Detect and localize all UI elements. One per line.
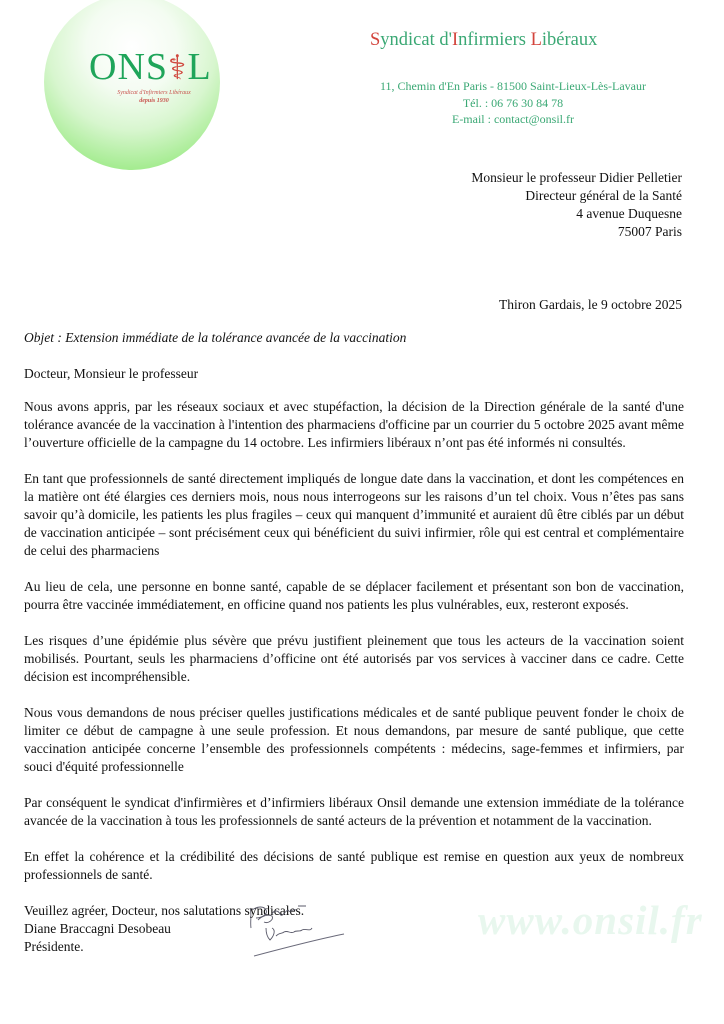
website-watermark: www.onsil.fr (478, 897, 703, 943)
body-paragraph: Nous vous demandons de nous préciser quelles justifications médicales et de santé publique peuvent fonder le choix de limiter ce début de campagne à une seule profession. Et nous demandons, par mesure de santé publique, que cette vaccination anticipée concerne l’ensemble des professionnels compétents : médecins, sage-femmes et infirmiers, par souci d'équité professionnelle (24, 705, 684, 774)
place-date: Thiron Gardais, le 9 octobre 2025 (499, 297, 682, 312)
organization-phone: Tél. : 06 76 30 84 78 (462, 96, 564, 110)
org-name-part: ibéraux (541, 30, 598, 50)
salutation: Docteur, Monsieur le professeur (24, 366, 199, 381)
recipient-name: Monsieur le professeur Didier Pelletier (471, 170, 682, 185)
organization-name (370, 30, 597, 51)
recipient-city: 75007 Paris (617, 224, 682, 239)
body-paragraph: Au lieu de cela, une personne en bonne santé, capable de se déplacer facilement et présentant son bon de vaccination, pourra être vaccinée immédiatement, en officine quand nos patients les plus vulnérables, eux, resteront exposés. (24, 579, 684, 612)
logo-since: depuis 1930 (139, 98, 169, 104)
organization-email[interactable]: E-mail : contact@onsil.fr (451, 112, 574, 126)
org-name-part: nfirmiers (458, 30, 531, 50)
org-initial-s: S (370, 30, 381, 50)
onsil-logo (89, 48, 212, 86)
recipient-block (471, 169, 682, 241)
letter-subject: Objet : Extension immédiate de la tolérance avancée de la vaccination (24, 330, 407, 345)
organization-address: 11, Chemin d'En Paris - 81500 Saint-Lieux-Lès-Lavaur (380, 79, 646, 93)
logo-subtitle: Syndicat d'Infirmiers Libéraux (117, 90, 191, 96)
recipient-street: 4 avenue Duquesne (576, 206, 682, 221)
caduceus-icon: ⚕ (168, 50, 188, 87)
signer-title: Présidente. (24, 939, 84, 954)
org-name-part: yndicat d' (380, 30, 452, 50)
logo-word-left: ONS (89, 46, 169, 88)
handwritten-signature-icon (244, 900, 354, 950)
closing-formula: Veuillez agréer, Docteur, nos salutations syndicales. (24, 903, 305, 918)
org-initial-l: L (530, 30, 542, 50)
signer-name: Diane Braccagni Desobeau (24, 921, 171, 936)
body-paragraph: En effet la cohérence et la crédibilité des décisions de santé publique est remise en question aux yeux de nombreux professionnels de santé. (24, 849, 684, 882)
body-paragraph: Nous avons appris, par les réseaux sociaux et avec stupéfaction, la décision de la Direction générale de la santé d'une tolérance avancée de la vaccination à l'intention des pharmaciens d'officine par un courrier du 5 octobre 2025 avant même l’ouverture officielle de la campagne du 14 octobre. Les infirmiers libéraux n’ont pas été informés ni consultés. (24, 399, 684, 450)
body-paragraph: Par conséquent le syndicat d'infirmières et d’infirmiers libéraux Onsil demande une extension immédiate de la tolérance avancée de la vaccination à tous les professionnels de santé acteurs de la prévention et notamment de la vaccination. (24, 795, 684, 828)
logo-word-right: L (187, 46, 212, 88)
body-paragraph: En tant que professionnels de santé directement impliqués de longue date dans la vaccination, et dont les compétences en la matière ont été élargies ces derniers mois, nous nous interrogeons sur les raisons d’un tel choix. Vous n’êtes pas sans savoir qu’à domicile, les patients les plus fragiles – ceux qui manquent d’immunité et auraient dû être ciblés par un début de vaccination anticipée – sont précisément ceux qui bénéficient du suivi infirmier, rôle qui est central et complémentaire de celui des pharmaciens (24, 471, 684, 558)
body-paragraph: Les risques d’une épidémie plus sévère que prévu justifient pleinement que tous les acteurs de la vaccination soient mobilisés. Pourtant, seuls les pharmaciens d’officine ont été autorisés par vos services à vacciner dans ce cadre. Cette décision est incompréhensible. (24, 633, 684, 684)
org-initial-i: I (451, 30, 459, 50)
recipient-title: Directeur général de la Santé (525, 188, 682, 203)
letter-body (24, 398, 684, 956)
